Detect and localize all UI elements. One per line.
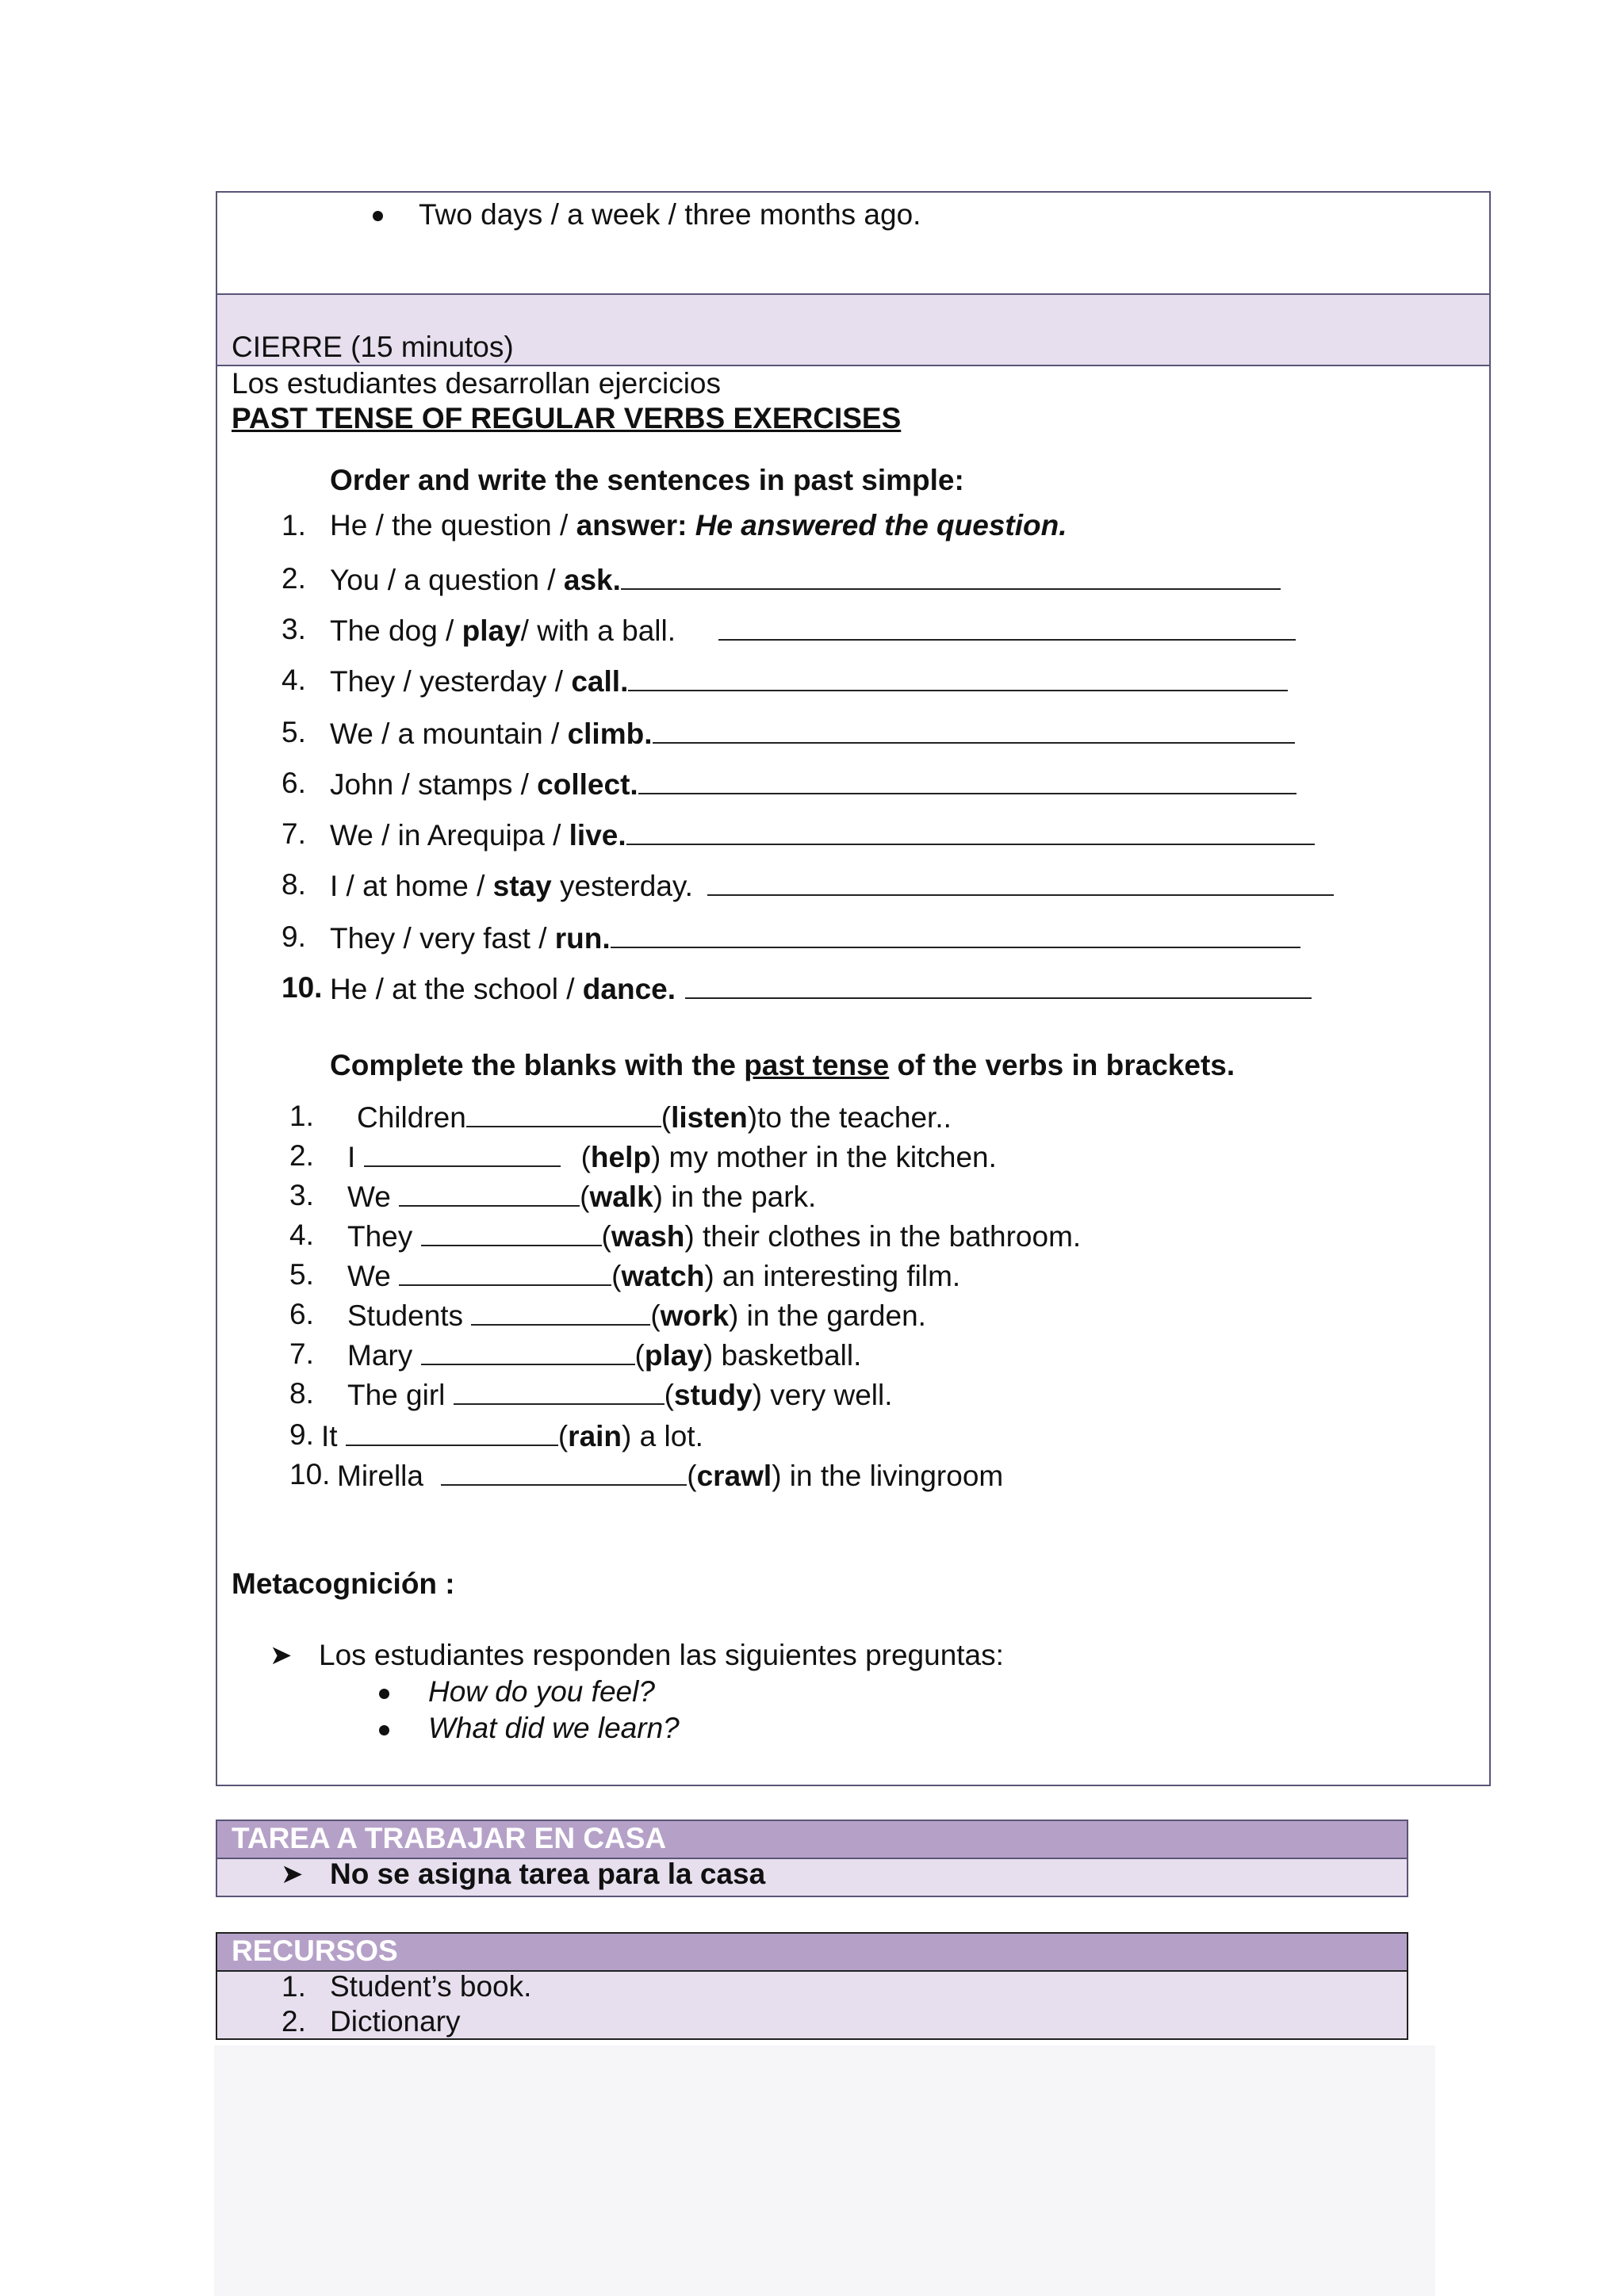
ex1-item-8-text: I / at home / stay yesterday. xyxy=(330,867,1334,904)
metacognicion-lead: Los estudiantes responden las siguientes preguntas: xyxy=(319,1639,1004,1671)
arrow-bullet-icon: ➤ xyxy=(281,1859,304,1889)
ex1-item-1-text xyxy=(330,508,1067,543)
answer-blank[interactable] xyxy=(685,970,1312,999)
answer-blank[interactable] xyxy=(628,663,1288,691)
ex1-item-2: 2. xyxy=(282,562,306,595)
ex2-item-10: 10. xyxy=(289,1458,331,1490)
answer-blank[interactable] xyxy=(399,1257,611,1286)
answer-blank[interactable] xyxy=(471,1297,650,1326)
exercise1-instruction: Order and write the sentences in past simple: xyxy=(330,464,964,496)
ex1-item-3-text: The dog / play/ with a ball. xyxy=(330,612,1296,649)
ex2-item-9-text: It (rain) a lot. xyxy=(321,1418,703,1454)
answer-blank[interactable] xyxy=(707,867,1334,896)
ex1-item-7-text: We / in Arequipa / live. xyxy=(330,817,1315,853)
bullet-icon xyxy=(373,209,383,224)
ex2-item-2-text: I (help) my mother in the kitchen. xyxy=(347,1138,997,1175)
answer-blank[interactable] xyxy=(653,715,1295,744)
ex1-item-8: 8. xyxy=(282,868,306,901)
top-bullet-text: Two days / a week / three months ago. xyxy=(419,198,921,231)
ex2-item-4-text: They (wash) their clothes in the bathroom. xyxy=(347,1218,1081,1254)
bullet-icon xyxy=(379,1687,389,1701)
ex1-item-5-text: We / a mountain / climb. xyxy=(330,715,1295,752)
ex2-item-3-text: We (walk) in the park. xyxy=(347,1178,816,1215)
ex1-item-6: 6. xyxy=(282,767,306,799)
recursos-item-2-num: 2. xyxy=(282,2005,306,2038)
ex2-item-9: 9. xyxy=(289,1418,314,1451)
arrow-bullet-icon: ➤ xyxy=(270,1640,293,1670)
answer-blank[interactable] xyxy=(421,1218,602,1246)
ex1-item-10: 10. xyxy=(282,971,323,1004)
ex2-item-10-text: Mirella (crawl) in the livingroom xyxy=(337,1457,1003,1494)
answer-blank[interactable] xyxy=(638,766,1297,794)
ex2-item-6-text: Students (work) in the garden. xyxy=(347,1297,926,1334)
answer-blank[interactable] xyxy=(621,561,1281,590)
ex2-item-5: 5. xyxy=(289,1258,314,1291)
recursos-item-2: Dictionary xyxy=(330,2005,461,2038)
ex1-item-4-text: They / yesterday / call. xyxy=(330,663,1288,699)
ex2-item-3: 3. xyxy=(289,1179,314,1211)
recursos-item-1-num: 1. xyxy=(282,1970,306,2003)
ex2-item-2: 2. xyxy=(289,1139,314,1172)
ex1-item-1 xyxy=(282,508,306,543)
question-1: How do you feel? xyxy=(428,1675,655,1708)
exercises-title: PAST TENSE OF REGULAR VERBS EXERCISES xyxy=(232,402,902,434)
ex2-item-7: 7. xyxy=(289,1337,314,1370)
answer-blank[interactable] xyxy=(454,1376,665,1405)
ex2-item-6: 6. xyxy=(289,1298,314,1330)
ex1-item-9: 9. xyxy=(282,920,306,953)
ex1-item-4: 4. xyxy=(282,664,306,696)
answer-blank[interactable] xyxy=(441,1457,687,1486)
ex1-item-7: 7. xyxy=(282,817,306,850)
item-verb: answer: xyxy=(576,509,688,541)
ex1-item-2-text: You / a question / ask. xyxy=(330,561,1281,598)
ex1-item-9-text: They / very fast / run. xyxy=(330,920,1300,956)
exercise2-instruction: Complete the blanks with the past tense of the verbs in brackets. xyxy=(330,1049,1235,1081)
cierre-intro: Los estudiantes desarrollan ejercicios xyxy=(232,367,722,400)
cierre-heading: CIERRE (15 minutos) xyxy=(232,331,514,363)
page-shade xyxy=(214,2045,1435,2296)
answer-blank[interactable] xyxy=(466,1099,661,1127)
answer-blank[interactable] xyxy=(626,817,1315,845)
ex2-item-4: 4. xyxy=(289,1219,314,1251)
recursos-item-1: Student’s book. xyxy=(330,1970,532,2003)
recursos-header: RECURSOS xyxy=(217,1934,1407,1970)
ex1-item-5: 5. xyxy=(282,716,306,748)
ex2-item-1: 1. xyxy=(289,1100,314,1132)
answer-blank[interactable] xyxy=(346,1418,558,1446)
item-prompt: He / the question / xyxy=(330,509,576,541)
ex1-item-6-text: John / stamps / collect. xyxy=(330,766,1297,802)
ex2-item-1-text: Children (listen)to the teacher.. xyxy=(357,1099,952,1135)
ex1-item-3: 3. xyxy=(282,613,306,645)
ex2-item-7-text: Mary (play) basketball. xyxy=(347,1337,861,1373)
ex2-item-5-text: We (watch) an interesting film. xyxy=(347,1257,960,1294)
answer-blank[interactable] xyxy=(364,1138,561,1167)
metacognicion-title: Metacognición : xyxy=(232,1567,455,1600)
example-answer: He answered the question. xyxy=(695,509,1067,541)
ex2-item-8-text: The girl (study) very well. xyxy=(347,1376,893,1413)
item-number: 1. xyxy=(282,509,306,541)
bullet-icon xyxy=(379,1724,389,1738)
question-2: What did we learn? xyxy=(428,1712,680,1744)
answer-blank[interactable] xyxy=(718,612,1296,641)
tarea-item: No se asigna tarea para la casa xyxy=(330,1858,766,1890)
ex2-item-8: 8. xyxy=(289,1377,314,1410)
answer-blank[interactable] xyxy=(611,920,1300,948)
answer-blank[interactable] xyxy=(421,1337,635,1365)
tarea-header: TAREA A TRABAJAR EN CASA xyxy=(217,1821,1407,1858)
ex1-item-10-text: He / at the school / dance. xyxy=(330,970,1312,1007)
answer-blank[interactable] xyxy=(399,1178,580,1207)
